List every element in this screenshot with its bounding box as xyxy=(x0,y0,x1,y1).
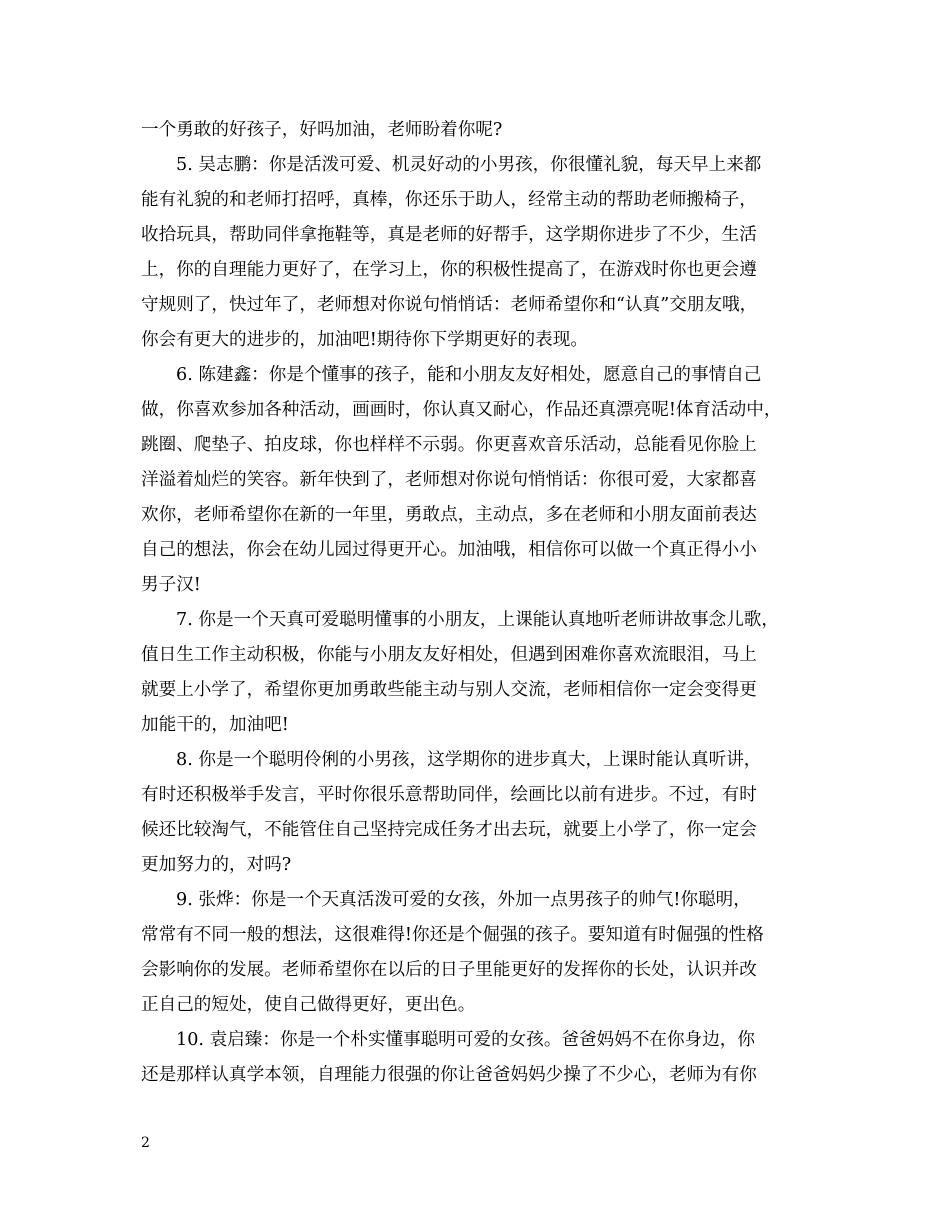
paragraph-line: 7. 你是一个天真可爱聪明懂事的小朋友，上课能认真地听老师讲故事念儿歌， xyxy=(176,610,779,630)
paragraph-line: 正自己的短处，使自己做得更好，更出色。 xyxy=(141,995,476,1015)
paragraph-line: 跳圈、爬垫子、拍皮球，你也样样不示弱。你更喜欢音乐活动，总能看见你脸上 xyxy=(141,435,757,455)
paragraph-line: 有时还积极举手发言，平时你很乐意帮助同伴，绘画比以前有进步。不过，有时 xyxy=(141,785,757,805)
paragraph-line: 做，你喜欢参加各种活动，画画时，你认真又耐心，作品还真漂亮呢!体育活动中， xyxy=(141,400,782,420)
paragraph-line: 就要上小学了，希望你更加勇敢些能主动与别人交流，老师相信你一定会变得更 xyxy=(141,680,757,700)
paragraph-line: 10. 袁启臻：你是一个朴实懂事聪明可爱的女孩。爸爸妈妈不在你身边，你 xyxy=(176,1030,755,1050)
paragraph-line: 收拾玩具，帮助同伴拿拖鞋等，真是老师的好帮手，这学期你进步了不少，生活 xyxy=(141,225,757,245)
paragraph-line: 守规则了，快过年了，老师想对你说句悄悄话：老师希望你和“认真”交朋友哦， xyxy=(141,295,758,315)
paragraph-line: 洋溢着灿烂的笑容。新年快到了，老师想对你说句悄悄话：你很可爱，大家都喜 xyxy=(141,470,757,490)
paragraph-line: 还是那样认真学本领，自理能力很强的你让爸爸妈妈少操了不少心，老师为有你 xyxy=(141,1065,757,1085)
paragraph-line: 加能干的，加油吧! xyxy=(141,715,289,735)
paragraph-line: 自己的想法，你会在幼儿园过得更开心。加油哦，相信你可以做一个真正得小小 xyxy=(141,540,757,560)
paragraph-line: 9. 张烨：你是一个天真活泼可爱的女孩，外加一点男孩子的帅气!你聪明， xyxy=(176,890,751,910)
paragraph-line: 欢你，老师希望你在新的一年里，勇敢点，主动点，多在老师和小朋友面前表达 xyxy=(141,505,757,525)
paragraph-line: 你会有更大的进步的，加油吧!期待你下学期更好的表现。 xyxy=(141,330,588,350)
paragraph-line: 值日生工作主动积极，你能与小朋友友好相处，但遇到困难你喜欢流眼泪，马上 xyxy=(141,645,757,665)
paragraph-line: 会影响你的发展。老师希望你在以后的日子里能更好的发挥你的长处，认识并改 xyxy=(141,960,757,980)
paragraph-line: 能有礼貌的和老师打招呼，真棒，你还乐于助人，经常主动的帮助老师搬椅子， xyxy=(141,190,757,210)
paragraph-line: 5. 吴志鹏：你是活泼可爱、机灵好动的小男孩，你很懂礼貌，每天早上来都 xyxy=(176,155,762,175)
paragraph-line: 男子汉! xyxy=(141,575,201,595)
page-number: 2 xyxy=(141,1135,150,1151)
paragraph-line: 一个勇敢的好孩子，好吗加油，老师盼着你呢? xyxy=(141,120,503,140)
paragraph-line: 候还比较淘气，不能管住自己坚持完成任务才出去玩，就要上小学了，你一定会 xyxy=(141,820,757,840)
paragraph-line: 更加努力的，对吗? xyxy=(141,855,292,875)
paragraph-line: 6. 陈建鑫：你是个懂事的孩子，能和小朋友友好相处，愿意自己的事情自己 xyxy=(176,365,762,385)
paragraph-line: 上，你的自理能力更好了，在学习上，你的积极性提高了，在游戏时你也更会遵 xyxy=(141,260,757,280)
paragraph-line: 8. 你是一个聪明伶俐的小男孩，这学期你的进步真大，上课时能认真听讲， xyxy=(176,750,762,770)
paragraph-line: 常常有不同一般的想法，这很难得!你还是个倔强的孩子。要知道有时倔强的性格 xyxy=(141,925,764,945)
